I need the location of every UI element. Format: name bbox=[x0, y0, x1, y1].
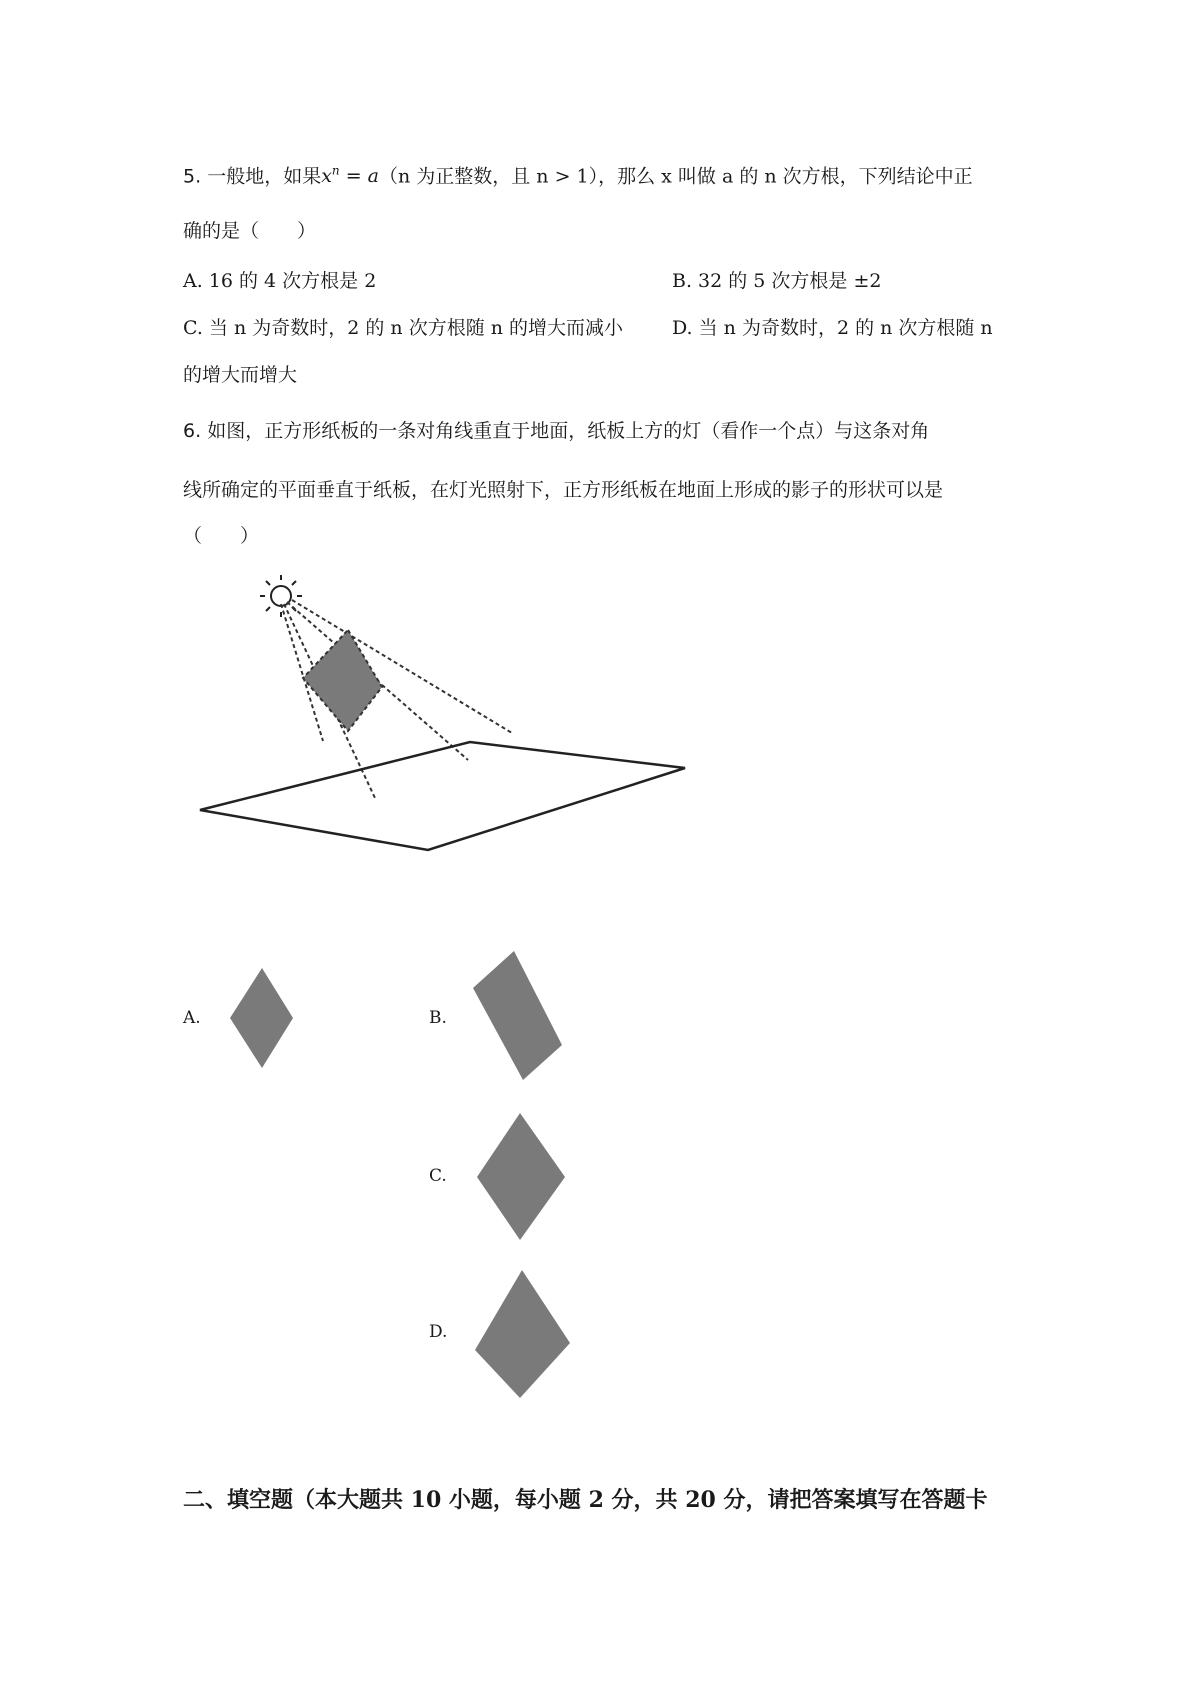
q5-option-a: A. 16 的 4 次方根是 2 bbox=[183, 270, 377, 292]
q5-option-b: B. 32 的 5 次方根是 ±2 bbox=[672, 270, 882, 292]
q6-option-a-label: A. bbox=[183, 1008, 201, 1028]
option-d-shape bbox=[475, 1270, 570, 1398]
q6-line3: （ ） bbox=[183, 525, 260, 547]
light-rays bbox=[281, 600, 512, 798]
square-board bbox=[303, 630, 382, 731]
option-a-shape bbox=[230, 968, 293, 1068]
option-c-shape bbox=[477, 1113, 565, 1240]
lamp-icon bbox=[260, 575, 302, 617]
q5-option-c: C. 当 n 为奇数时，2 的 n 次方根随 n 的增大而减小 bbox=[183, 317, 624, 339]
q5-formula-exp: n bbox=[331, 164, 340, 178]
q5-line1-pre: 一般地，如果 bbox=[207, 165, 322, 188]
q6-number: 6. bbox=[183, 420, 202, 442]
q6-option-c-label: C. bbox=[429, 1166, 447, 1186]
q5-line2: 确的是（ ） bbox=[183, 220, 317, 242]
section2-heading: 二、填空题（本大题共 10 小题，每小题 2 分，共 20 分，请把答案填写在答题卡 bbox=[183, 1487, 988, 1513]
ground-plane bbox=[200, 742, 685, 850]
q5-option-d-continued: 的增大而增大 bbox=[183, 364, 298, 386]
q6-option-d-label: D. bbox=[429, 1322, 448, 1342]
q5-number: 5. bbox=[183, 165, 202, 188]
q5-option-d: D. 当 n 为奇数时，2 的 n 次方根随 n bbox=[672, 317, 993, 339]
q6-line1-text: 如图，正方形纸板的一条对角线重直于地面，纸板上方的灯（看作一个点）与这条对角 bbox=[207, 420, 930, 442]
q5-formula-base: x bbox=[321, 165, 332, 188]
q6-line2: 线所确定的平面垂直于纸板，在灯光照射下，正方形纸板在地面上形成的影子的形状可以是 bbox=[183, 479, 944, 501]
q6-option-b-label: B. bbox=[429, 1008, 447, 1028]
q5-formula-rest: = a bbox=[339, 165, 379, 188]
q5-line1-post: （n 为正整数，且 n > 1），那么 x 叫做 a 的 n 次方根，下列结论中正 bbox=[378, 165, 973, 188]
option-b-shape bbox=[473, 951, 562, 1080]
